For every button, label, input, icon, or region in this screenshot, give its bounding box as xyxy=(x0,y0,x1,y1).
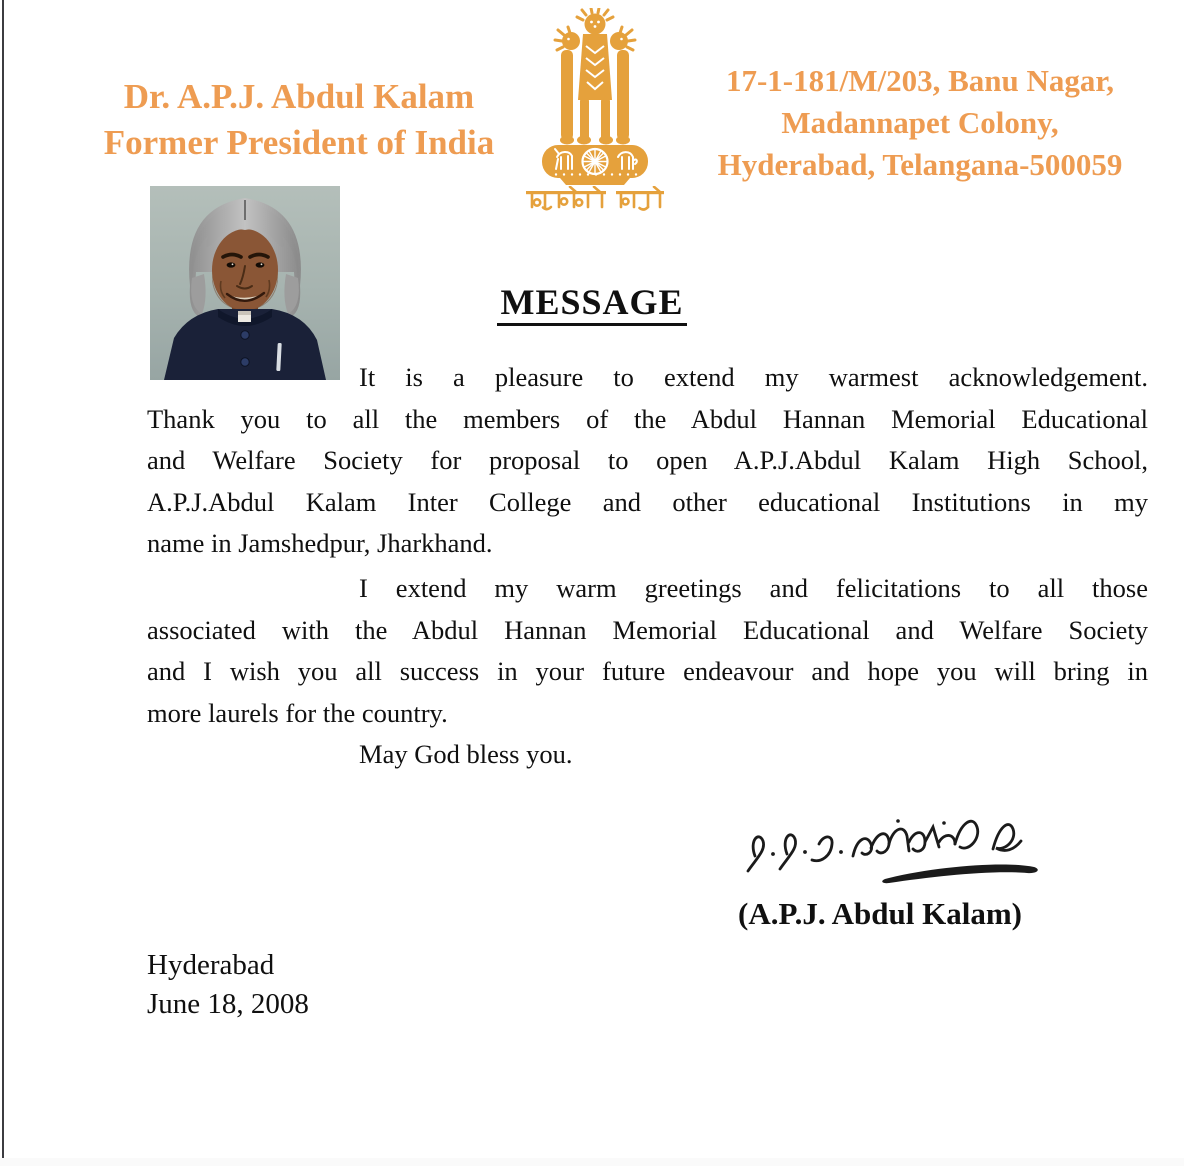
place-date-block xyxy=(147,946,309,1024)
body-line: and I wish you all success in your future endeavour and hope you will bring in xyxy=(147,656,1148,687)
signature-printed-name: (A.P.J. Abdul Kalam) xyxy=(738,896,1022,931)
letter-body xyxy=(147,357,1148,776)
lion-capital-icon xyxy=(526,8,664,186)
body-line: more laurels for the country. xyxy=(147,697,448,728)
address-line-1: 17-1-181/M/203, Banu Nagar, xyxy=(725,63,1115,98)
date-label: June 18, 2008 xyxy=(147,988,309,1020)
signature-image xyxy=(735,798,1055,898)
address-line-2: Madannapet Colony, xyxy=(781,105,1059,140)
body-line: and Welfare Society for proposal to open A.P.J.Abdul Kalam High School, xyxy=(147,445,1148,476)
body-line: A.P.J.Abdul Kalam Inter College and other educational Institutions in my xyxy=(147,486,1148,517)
body-line: associated with the Abdul Hannan Memorial Educational and Welfare Society xyxy=(147,614,1148,645)
sender-address-block xyxy=(686,60,1154,186)
address-line-3: Hyderabad, Telangana-500059 xyxy=(717,147,1123,182)
page-bottom-strip xyxy=(0,1158,1184,1166)
body-line: May God bless you. xyxy=(359,739,573,770)
body-line: I extend my warm greetings and felicitations to all those xyxy=(359,572,1148,603)
sender-name-block xyxy=(98,74,500,166)
india-national-emblem-icon xyxy=(526,8,664,214)
sender-title: Former President of India xyxy=(103,123,495,162)
body-line: name in Jamshedpur, Jharkhand. xyxy=(147,528,493,559)
satyameva-jayate-motto xyxy=(526,186,664,213)
body-line: Thank you to all the members of the Abdul Hannan Memorial Educational xyxy=(147,403,1148,434)
message-heading xyxy=(0,281,1184,323)
sender-name: Dr. A.P.J. Abdul Kalam xyxy=(123,77,475,116)
place-label: Hyderabad xyxy=(147,949,275,981)
body-line: It is a pleasure to extend my warmest acknowledgement. xyxy=(359,362,1148,392)
message-heading-text: MESSAGE xyxy=(497,282,686,326)
page-left-edge-line xyxy=(2,0,4,1166)
